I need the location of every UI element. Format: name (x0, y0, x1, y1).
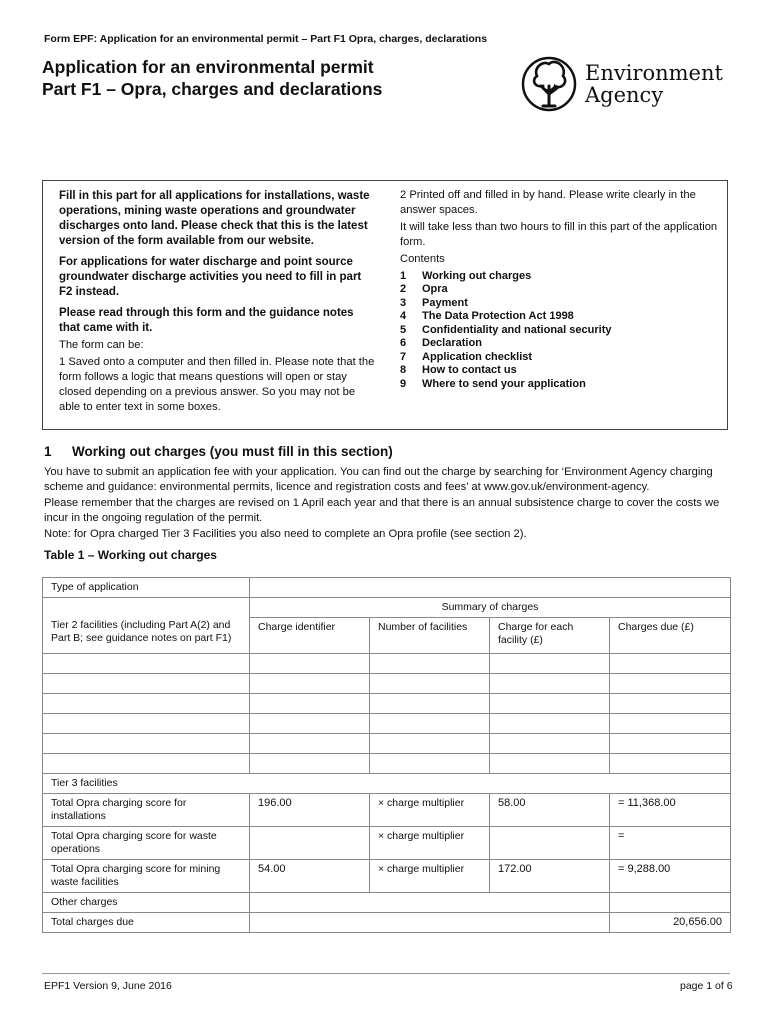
intro-right-column (400, 188, 724, 391)
result-field[interactable]: = 11,368.00 (610, 794, 731, 827)
other-charges-field[interactable] (250, 893, 610, 913)
tier2-row[interactable] (43, 714, 731, 734)
contents-item[interactable]: 4 The Data Protection Act 1998 (400, 310, 574, 322)
intro-left-column (59, 189, 377, 421)
tier2-row[interactable] (43, 734, 731, 754)
score-field[interactable]: 196.00 (250, 794, 370, 827)
charge-identifier-header: Charge identifier (250, 618, 370, 654)
multiplier-field[interactable] (490, 827, 610, 860)
tree-person-icon (521, 54, 577, 114)
footer-divider (42, 973, 730, 974)
tier2-row[interactable] (43, 694, 731, 714)
title-line-2: Part F1 – Opra, charges and declarations (42, 79, 383, 99)
contents-item[interactable]: 6 Declaration (400, 337, 482, 349)
score-field[interactable] (250, 827, 370, 860)
summary-of-charges-header: Summary of charges (250, 598, 731, 618)
multiplier-field[interactable]: 58.00 (490, 794, 610, 827)
total-charges-label: Total charges due (43, 913, 250, 933)
result-field[interactable]: = (610, 827, 731, 860)
environment-agency-logo (521, 54, 731, 114)
intro-paragraph-5: 1 Saved onto a computer and then filled in. Please note that the form follows a logic that means questions will open or stay closed depending on a previous answer. So you may not be able to enter text in some boxes. (59, 356, 375, 413)
intro-paragraph-4: The form can be: (59, 339, 144, 351)
type-of-application-label: Type of application (43, 578, 250, 598)
form-version: EPF1 Version 9, June 2016 (44, 980, 172, 992)
contents-item[interactable]: 3 Payment (400, 296, 468, 309)
intro-right-paragraph-1: 2 Printed off and filled in by hand. Please write clearly in the answer spaces. (400, 189, 696, 216)
result-field[interactable]: = 9,288.00 (610, 860, 731, 893)
contents-item[interactable]: 5 Confidentiality and national security (400, 323, 612, 336)
contents-item[interactable]: 9 Where to send your application (400, 377, 586, 390)
working-out-charges-table (42, 577, 731, 933)
table-1-title: Table 1 – Working out charges (44, 548, 217, 562)
intro-paragraph-2: For applications for water discharge and point source groundwater discharge activities you need to fill in part F2 instead. (59, 256, 362, 298)
multiplier-field[interactable]: 172.00 (490, 860, 610, 893)
intro-paragraph-3: Please read through this form and the guidance notes that came with it. (59, 307, 354, 334)
total-charges-field[interactable]: 20,656.00 (610, 913, 731, 933)
tier3-label: Tier 3 facilities (43, 774, 731, 794)
number-of-facilities-header: Number of facilities (370, 618, 490, 654)
contents-item[interactable]: 2 Opra (400, 283, 448, 295)
tier2-row[interactable] (43, 754, 731, 774)
page-number: page 1 of 6 (680, 980, 733, 992)
tier2-row[interactable] (43, 654, 731, 674)
section-1-note: Note: for Opra charged Tier 3 Facilities you also need to complete an Opra profile (see section 2). (44, 528, 527, 540)
section-1-heading: 1 Working out charges (you must fill in this section) (44, 444, 393, 459)
charge-each-header: Charge for each facility (£) (490, 618, 610, 654)
tier3-row-installations: Total Opra charging score for installations 196.00 × charge multiplier 58.00 = 11,368.00 (43, 794, 731, 827)
contents-item[interactable]: 1 Working out charges (400, 269, 532, 282)
contents-label: Contents (400, 253, 445, 265)
section-1-paragraph-2: Please remember that the charges are revised on 1 April each year and that there is an annual subsistence charge to cover the costs we incur in the ongoing regulation of the permit. (44, 497, 720, 524)
title-line-1: Application for an environmental permit (42, 57, 374, 77)
form-reference: Form EPF: Application for an environmental permit – Part F1 Opra, charges, declarations (44, 33, 488, 45)
contents-item[interactable]: 8 How to contact us (400, 364, 517, 376)
tier2-row[interactable] (43, 674, 731, 694)
score-field[interactable]: 54.00 (250, 860, 370, 893)
tier2-label: Tier 2 facilities (including Part A(2) and Part B; see guidance notes on part F1) (43, 598, 250, 654)
section-1-paragraph-1: You have to submit an application fee with your application. You can find out the charge by searching for ‘Environment Agency charging scheme and guidance: environmental permits, licence and registration costs and fees’ at www.gov.uk/environment-agency. (44, 466, 713, 493)
other-charges-due-field[interactable] (610, 893, 731, 913)
page-title (42, 56, 382, 100)
intro-right-paragraph-2: It will take less than two hours to fill in this part of the application form. (400, 221, 718, 248)
intro-box (42, 180, 728, 430)
charges-due-header: Charges due (£) (610, 618, 731, 654)
type-of-application-field[interactable] (250, 578, 731, 598)
logo-wordmark: Environment Agency (585, 61, 723, 107)
other-charges-label: Other charges (43, 893, 250, 913)
contents-item[interactable]: 7 Application checklist (400, 350, 533, 363)
tier3-row-mining-waste: Total Opra charging score for mining waste facilities 54.00 × charge multiplier 172.00 = 9,288.00 (43, 860, 731, 893)
intro-paragraph-1: Fill in this part for all applications for installations, waste operations, mining waste operations and groundwater discharges onto land. Please check that this is the latest version of the form available from our website. (59, 190, 370, 247)
contents-list (400, 270, 724, 392)
tier3-row-waste-operations: Total Opra charging score for waste operations × charge multiplier = (43, 827, 731, 860)
